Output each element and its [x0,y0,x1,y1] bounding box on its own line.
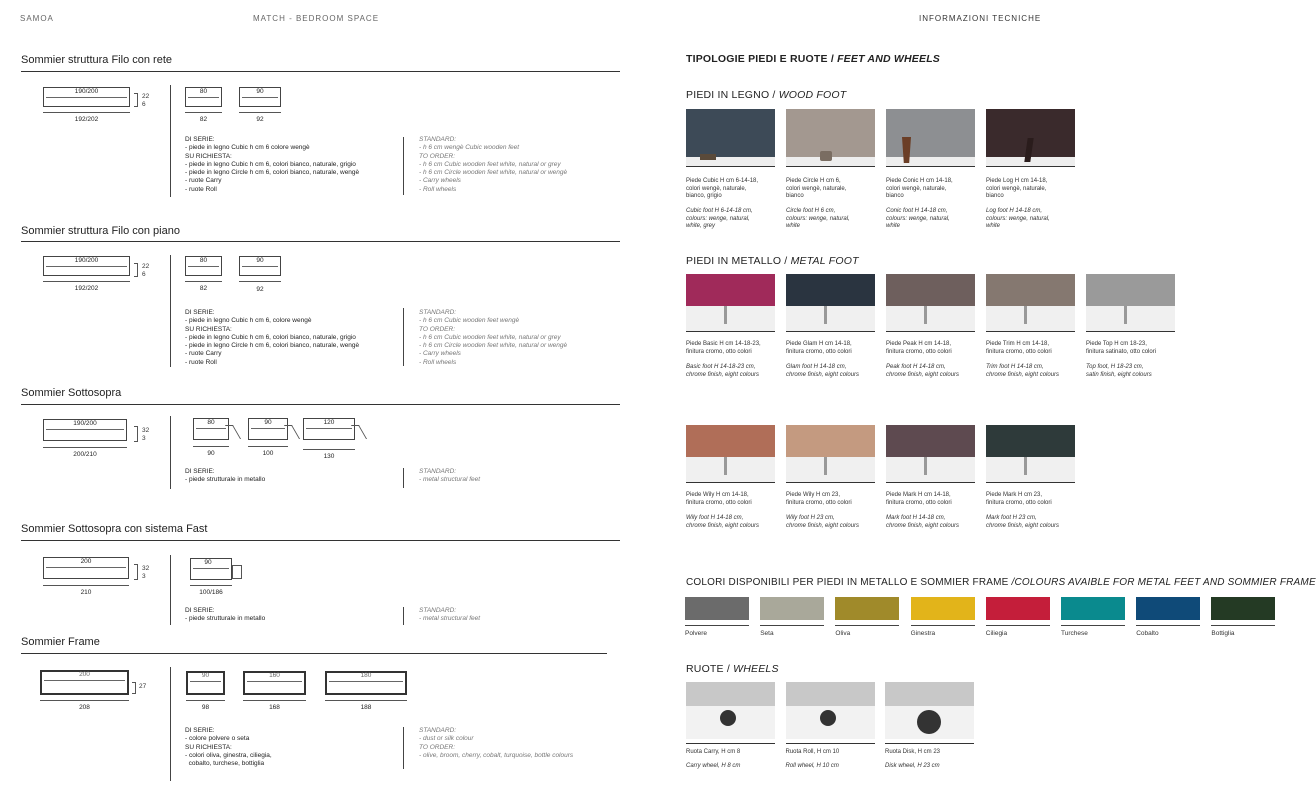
height2-value: 3 [142,435,146,442]
sofa-base [886,425,975,457]
module-width: 120 [323,419,335,426]
wood-foot-photo [786,109,875,167]
wheels-title [686,663,779,675]
title-en: WOOD FOOT [778,89,847,101]
foot-shape [724,457,727,475]
module-outer-width: 82 [199,285,208,292]
underline [886,166,975,167]
height-value: 27 [139,683,147,690]
module-width: 80 [199,257,208,264]
caption-en: Cubic foot H 6-14-18 cm, colours: wenge, natural, white, grey [686,208,753,230]
main-outer-width: 210 [80,589,92,596]
module-width: 90 [256,88,264,95]
height-value: 22 [142,93,150,100]
main-outer-width: 200/210 [73,451,97,458]
caption-en: Circle foot H 6 cm, colours: wenge, natural, white [786,208,850,230]
title-it: PIEDI IN METALLO / [686,255,788,267]
module-width: 90 [204,559,212,566]
swatch-underline [760,625,824,626]
height2-value: 3 [142,573,146,580]
wood-foot-title [686,89,846,101]
underline [986,331,1075,332]
color-swatch [986,597,1050,620]
underline [886,482,975,483]
wheel-photo [786,682,875,739]
main-outer-width: 192/202 [74,116,99,123]
main-width: 190/200 [74,257,99,264]
caption-en: Carry wheel, H 8 cm [686,763,741,769]
height2-value: 6 [142,101,146,108]
title-it: PIEDI IN LEGNO / [686,89,776,101]
caption-it: Piede Peak H cm 14-18, finitura cromo, otto colori [886,341,952,355]
color-swatch [1136,597,1200,620]
caption-it: Piede Glam H cm 14-18, finitura cromo, otto colori [786,341,852,355]
metal-foot-title [686,255,859,267]
title-en: /COLOURS AVAIBLE FOR METAL FEET AND SOMMIER FRAME [1011,577,1316,588]
underline [885,743,974,744]
color-swatch [685,597,749,620]
caption-en: Glam foot H 14-18 cm, chrome finish, eight colours [786,364,860,378]
underline [986,482,1075,483]
main-outer-width: 192/202 [74,285,99,292]
title-en: WHEELS [733,663,779,675]
caption-it: Piede Trim H cm 14-18, finitura cromo, otto colori [986,341,1052,355]
caption-en: Mark foot H 14-18 cm, chrome finish, eight colours [886,515,960,529]
sofa-base [786,274,875,306]
main-width: 190/200 [73,420,97,427]
module-outer-width: 90 [207,450,215,457]
color-name: Seta [760,630,774,637]
caption-it: Piede Conic H cm 14-18, colori wengè, naturale, bianco [886,178,953,200]
underline [686,166,775,167]
foot-shape [824,306,827,324]
caption-en: Mark foot H 23 cm, chrome finish, eight colours [986,515,1060,529]
caption-it: Piede Circle H cm 6, colori wengè, naturale, bianco [786,178,847,200]
foot-shape [724,306,727,324]
caption-it: Piede Top H cm 18-23, finitura satinato, otto colori [1086,341,1157,355]
caption-it: Ruota Carry, H cm 8 [686,749,741,755]
foot-shape [924,457,927,475]
underline [986,166,1075,167]
caption-en: Peak foot H 14-18 cm, chrome finish, eight colours [886,364,960,378]
underline [786,166,875,167]
color-name: Polvere [685,630,708,637]
metal-foot-photo [686,274,775,332]
module-width: 80 [199,88,208,95]
module-width: 80 [207,419,215,426]
caption-en: Top foot, H 18-23 cm, satin finish, eight colours [1086,364,1152,378]
underline [886,331,975,332]
caption-en: Disk wheel, H 23 cm [885,763,940,769]
color-name: Cobalto [1136,630,1159,637]
spec-italian: DI SERIE: - colore polvere o seta SU RICHIESTA: - colori oliva, ginestra, ciliegia, cobalto, turchese, bottiglia [185,727,272,768]
module-outer-width: 98 [201,704,210,711]
main-width: 200 [80,558,92,565]
module-width: 180 [360,672,372,679]
module-outer-width: 92 [256,116,264,123]
spec-english: STANDARD: - metal structural feet [419,607,481,623]
caption-it: Piede Wily H cm 14-18, finitura cromo, otto colori [686,492,752,506]
swatch-underline [911,625,975,626]
color-name: Ciliegia [985,630,1008,637]
module-width: 90 [201,672,210,679]
title-it: RUOTE / [686,663,730,675]
color-swatch [1061,597,1125,620]
title-en: METAL FOOT [790,255,859,267]
caption-en: Wily foot H 14-18 cm, chrome finish, eight colours [686,515,760,529]
sofa-base [886,274,975,306]
module-outer-width: 82 [199,116,208,123]
swatch-underline [1211,625,1275,626]
caption-en: Log foot H 14-18 cm, colours: wenge, natural, white [986,208,1050,230]
module-width: 90 [256,257,264,264]
metal-foot-photo [886,425,975,483]
height2-value: 6 [142,271,146,278]
height-value: 22 [142,263,150,270]
underline [686,743,775,744]
wheel-shape [917,710,941,734]
metal-foot-photo [1086,274,1175,332]
swatch-underline [986,625,1050,626]
underline [1086,331,1175,332]
caption-en: Wily foot H 23 cm, chrome finish, eight colours [786,515,860,529]
spec-english: STANDARD: - h 6 cm Cubic wooden feet wengè TO ORDER: - h 6 cm Cubic wooden feet white, natural or grey - h 6 cm Circle wooden feet white, natural or wengè - Carry wheels - Roll wheels [419,309,568,366]
main-width: 200 [79,671,90,678]
main-outer-width: 208 [79,704,90,711]
foot-shape [824,457,827,475]
swatch-underline [835,625,899,626]
caption-it: Ruota Roll, H cm 10 [785,749,840,755]
collection-label: MATCH - BEDROOM SPACE [253,14,380,23]
wood-foot-photo [686,109,775,167]
underline [686,482,775,483]
metal-foot-photo [786,274,875,332]
foot-shape [924,306,927,324]
module-outer-width: 188 [360,704,372,711]
module-outer-width: 100/186 [199,589,223,596]
color-name: Bottiglia [1211,630,1235,637]
metal-foot-photo [886,274,975,332]
sofa-base [986,425,1075,457]
foot-shape [700,154,716,160]
caption-it: Piede Mark H cm 14-18, finitura cromo, otto colori [886,492,952,506]
wheel-shape [720,710,736,726]
spec-english: STANDARD: - metal structural feet [419,468,481,484]
base [786,682,875,706]
color-swatch [911,597,975,620]
metal-foot-photo [686,425,775,483]
wood-foot-photo [986,109,1075,167]
section-title: Sommier struttura Filo con piano [21,225,180,237]
section-title: Sommier Sottosopra con sistema Fast [21,523,208,535]
foot-shape [1024,306,1027,324]
module-width: 160 [269,672,280,679]
module-outer-width: 100 [262,450,274,457]
metal-foot-photo [986,274,1075,332]
caption-it: Piede Cubic H cm 6-14-18, colori wengè, naturale, bianco, grigio [686,178,759,200]
caption-it: Piede Mark H cm 23, finitura cromo, otto colori [986,492,1052,506]
spec-italian: DI SERIE: - piede in legno Cubic h cm 6, colore wengè SU RICHIESTA: - piede in legno Cubic h cm 6, colori bianco, naturale, grigio - piede in legno Circle h cm 6, colori bianco, naturale, wengè - ruote Carry - ruote Roll [185,309,360,366]
color-swatch [835,597,899,620]
height-value: 32 [142,565,150,572]
title-en: FEET AND WHEELS [837,53,941,65]
color-swatch [1211,597,1275,620]
sofa-base [686,274,775,306]
caption-it: Piede Wily H cm 23, finitura cromo, otto colori [786,492,852,506]
spec-english: STANDARD: - h 6 cm wengè Cubic wooden feet TO ORDER: - h 6 cm Cubic wooden feet white, natural or grey - h 6 cm Circle wooden feet white, natural or wengè - Carry wheels - Roll wheels [419,136,568,193]
section-title: Sommier Sottosopra [21,387,122,399]
underline [686,331,775,332]
caption-en: Basic foot H 14-18-23 cm, chrome finish, eight colours [686,364,760,378]
spec-italian: DI SERIE: - piede strutturale in metallo [185,607,266,623]
metal-foot-photo [986,425,1075,483]
caption-en: Trim foot H 14-18 cm, chrome finish, eight colours [986,364,1060,378]
foot-shape [820,151,832,161]
caption-it: Ruota Disk, H cm 23 [885,749,941,755]
spec-english: STANDARD: - dust or silk colour TO ORDER: - olive, broom, cherry, cobalt, turquoise, bottle colours [419,727,574,759]
wheel-shape [820,710,836,726]
underline [786,331,875,332]
main-width: 190/200 [74,88,99,95]
sofa-base [986,274,1075,306]
module-outer-width: 168 [269,704,280,711]
sofa-base [786,425,875,457]
colors-title [686,577,1316,588]
module-width: 90 [264,419,272,426]
base [686,682,775,706]
caption-en: Conic foot H 14-18 cm, colours: wenge, natural, white [886,208,950,230]
feet-wheels-title [686,53,940,65]
section-label: INFORMAZIONI TECNICHE [919,14,1042,23]
swatch-underline [1136,625,1200,626]
wheel-photo [686,682,775,739]
swatch-underline [685,625,749,626]
wood-foot-photo [886,109,975,167]
section-title: Sommier struttura Filo con rete [21,54,172,66]
swatch-underline [1061,625,1125,626]
foot-shape [1124,306,1127,324]
sofa-base [1086,274,1175,306]
caption-it: Piede Log H cm 14-18, colori wengè, naturale, bianco [986,178,1048,200]
foot-shape [1024,457,1027,475]
brand-label: SAMOA [20,14,54,23]
sofa-base [686,425,775,457]
underline [786,482,875,483]
color-name: Ginestra [910,630,936,637]
spec-italian: DI SERIE: - piede strutturale in metallo [185,468,266,484]
caption-it: Piede Basic H cm 14-18-23, finitura cromo, otto colori [686,341,761,355]
section-title: Sommier Frame [21,636,100,648]
title-it: COLORI DISPONIBILI PER PIEDI IN METALLO E SOMMIER FRAME [686,577,1009,588]
spec-italian: DI SERIE: - piede in legno Cubic h cm 6 colore wengè SU RICHIESTA: - piede in legno Cubic h cm 6, colori bianco, naturale, grigio - piede in legno Circle h cm 6, colori bianco, naturale, wengè - ruote Carry - ruote Roll [185,136,360,193]
module-outer-width: 92 [256,286,264,293]
wheel-photo [885,682,974,739]
color-swatch [760,597,824,620]
height-value: 32 [142,427,150,434]
title-it: TIPOLOGIE PIEDI E RUOTE / [686,53,834,65]
module-outer-width: 130 [323,453,335,460]
underline [786,743,875,744]
color-name: Turchese [1061,630,1088,637]
metal-foot-photo [786,425,875,483]
color-name: Oliva [835,630,851,637]
caption-en: Roll wheel, H 10 cm [785,763,839,769]
base [885,682,974,706]
